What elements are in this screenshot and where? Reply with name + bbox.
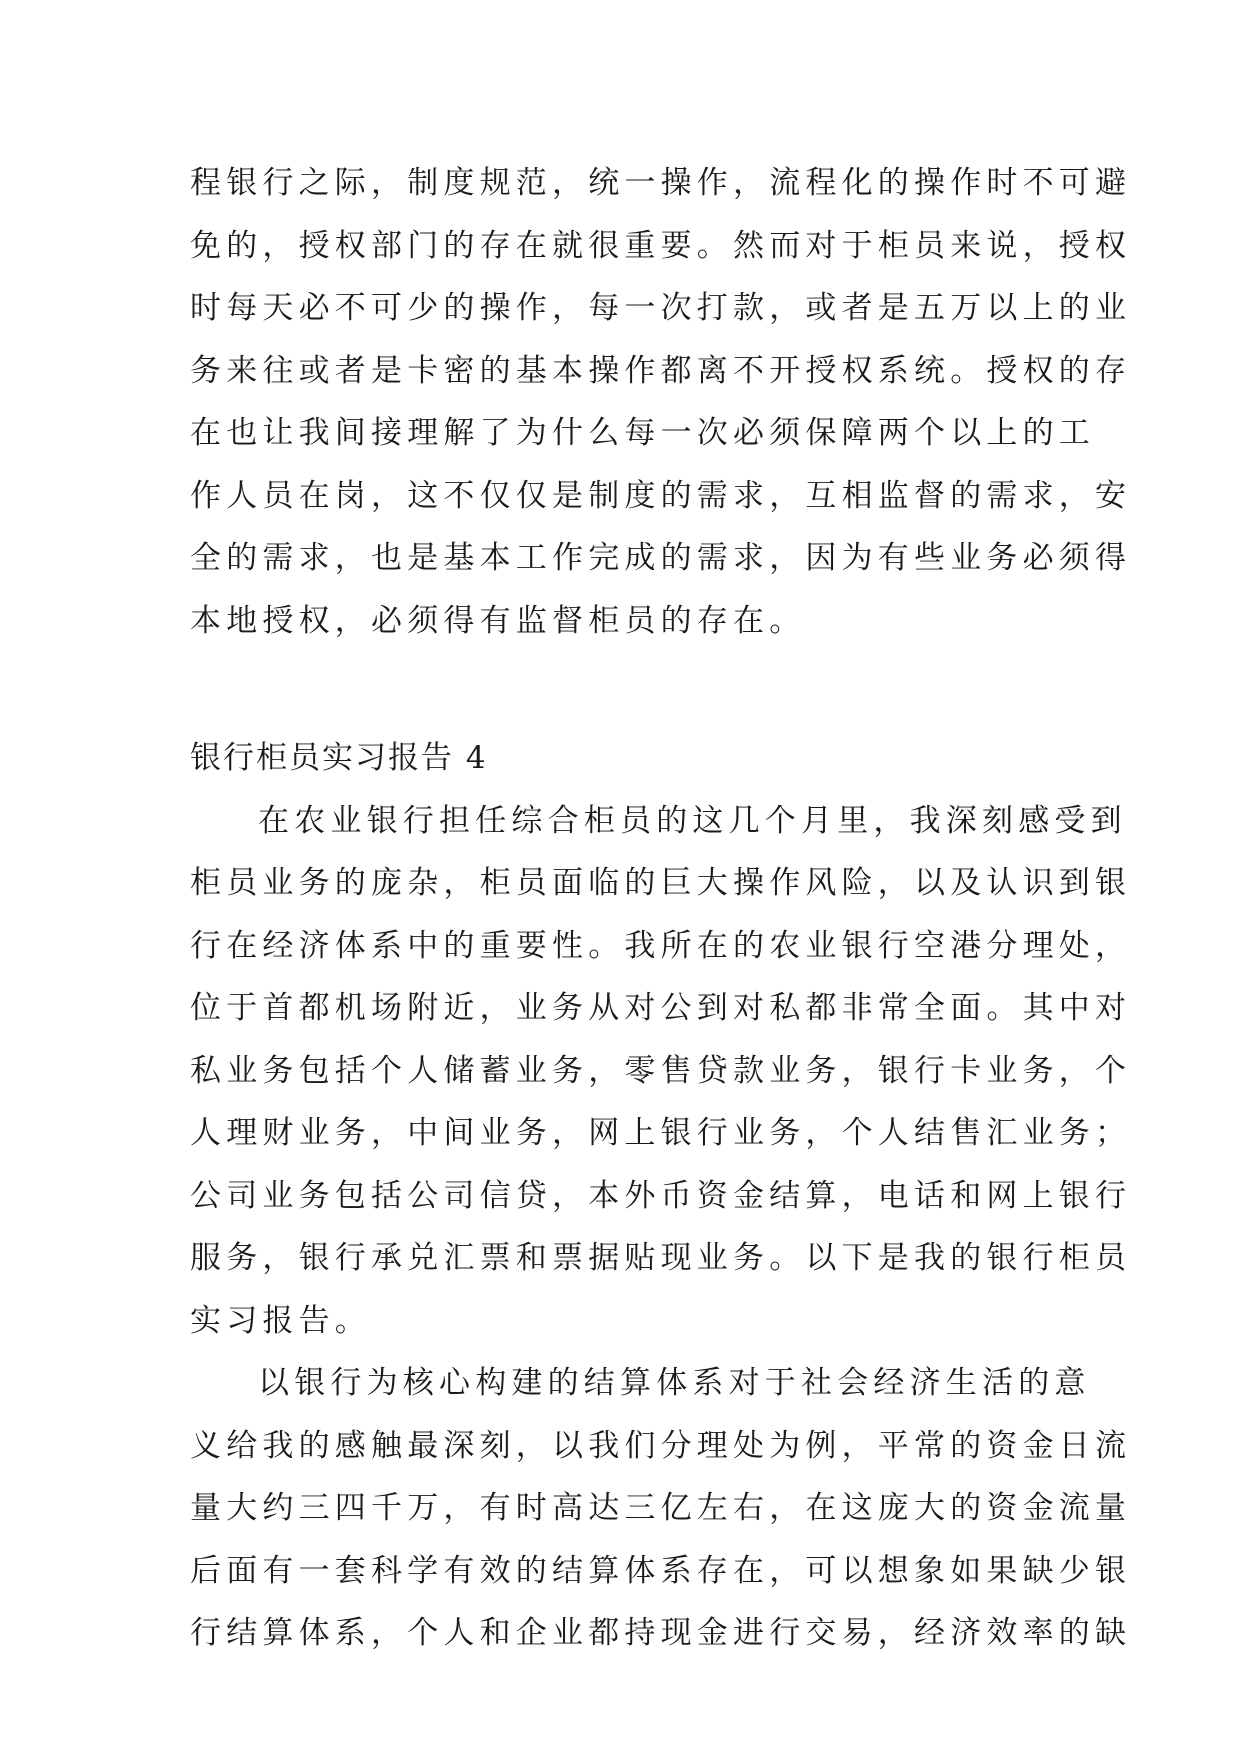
paragraph-line: 柜员业务的庞杂，柜员面临的巨大操作风险，以及认识到银 (190, 865, 1132, 901)
paragraph-line: 位于首都机场附近，业务从对公到对私都非常全面。其中对 (190, 990, 1132, 1026)
paragraph-2 (190, 790, 1132, 1353)
paragraph-line: 行在经济体系中的重要性。我所在的农业银行空港分理处， (190, 927, 1132, 964)
paragraph-3 (190, 1352, 1132, 1665)
paragraph-line: 全的需求，也是基本工作完成的需求，因为有些业务必须得 (190, 540, 1132, 576)
paragraph-line: 在农业银行担任综合柜员的这几个月里，我深刻感受到 (258, 802, 1127, 839)
paragraph-line: 实习报告。 (190, 1302, 371, 1339)
paragraph-line: 在也让我间接理解了为什么每一次必须保障两个以上的工 (190, 415, 1095, 451)
paragraph-line: 程银行之际，制度规范，统一操作，流程化的操作时不可避 (190, 165, 1132, 201)
section-spacer (190, 652, 1050, 727)
document-body (190, 152, 1132, 1665)
paragraph-line: 私业务包括个人储蓄业务，零售贷款业务，银行卡业务，个 (190, 1052, 1132, 1089)
paragraph-line: 以银行为核心构建的结算体系对于社会经济生活的意 (258, 1365, 1091, 1401)
section-heading: 银行柜员实习报告 4 (190, 740, 488, 776)
paragraph-line: 免的，授权部门的存在就很重要。然而对于柜员来说，授权 (190, 227, 1132, 264)
paragraph-1 (190, 152, 1132, 652)
paragraph-line: 服务，银行承兑汇票和票据贴现业务。以下是我的银行柜员 (190, 1240, 1132, 1276)
paragraph-line: 后面有一套科学有效的结算体系存在，可以想象如果缺少银 (190, 1552, 1132, 1589)
paragraph-line: 人理财业务，中间业务，网上银行业务，个人结售汇业务； (190, 1115, 1132, 1151)
paragraph-line: 本地授权，必须得有监督柜员的存在。 (190, 602, 806, 639)
paragraph-line: 作人员在岗，这不仅仅是制度的需求，互相监督的需求，安 (190, 477, 1132, 514)
paragraph-line: 行结算体系，个人和企业都持现金进行交易，经济效率的缺 (190, 1615, 1132, 1651)
paragraph-line: 时每天必不可少的操作，每一次打款，或者是五万以上的业 (190, 290, 1132, 326)
paragraph-line: 义给我的感触最深刻，以我们分理处为例，平常的资金日流 (190, 1427, 1132, 1464)
paragraph-line: 公司业务包括公司信贷，本外币资金结算，电话和网上银行 (190, 1177, 1132, 1214)
paragraph-line: 量大约三四千万，有时高达三亿左右，在这庞大的资金流量 (190, 1490, 1132, 1526)
paragraph-line: 务来往或者是卡密的基本操作都离不开授权系统。授权的存 (190, 352, 1132, 389)
